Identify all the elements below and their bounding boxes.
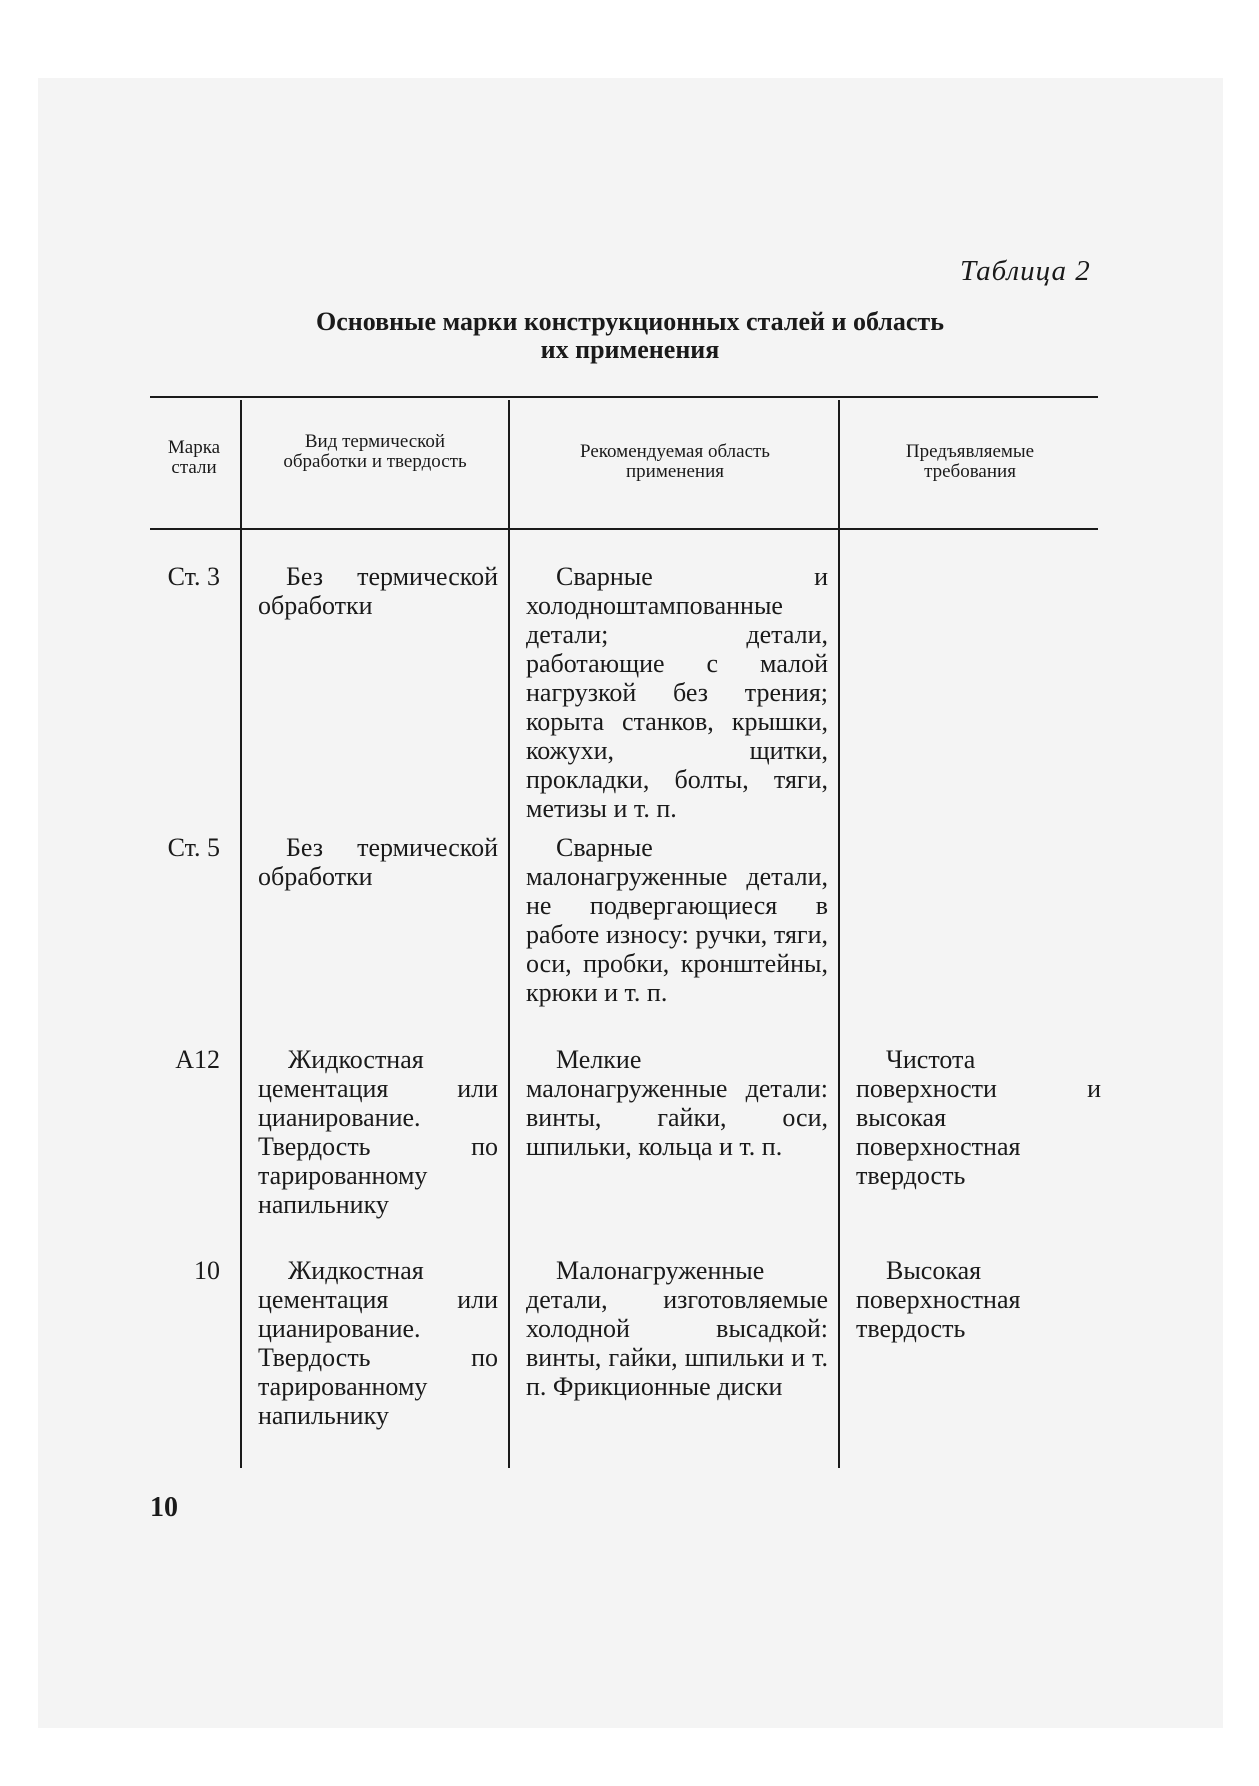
table-label: Таблица 2 bbox=[960, 255, 1091, 287]
row-4-requirements: Высокая поверхностная твердость bbox=[856, 1256, 1021, 1343]
table-top-rule bbox=[150, 396, 1098, 398]
row-3-treatment: Жидкостная цементация или цианирование. Твердость по тарированному напильнику bbox=[258, 1045, 498, 1219]
column-divider-2 bbox=[508, 400, 510, 1468]
header-bottom-rule bbox=[150, 528, 1098, 530]
row-3-requirements: Чистота поверхности и высокая поверхностная твердость bbox=[856, 1045, 1101, 1190]
column-divider-3 bbox=[838, 400, 840, 1468]
row-1-mark: Ст. 3 bbox=[167, 562, 220, 591]
row-4-treatment: Жидкостная цементация или цианирование. Твердость по тарированному напильнику bbox=[258, 1256, 498, 1430]
row-2-mark: Ст. 5 bbox=[167, 833, 220, 862]
row-4-application: Малонагруженные детали, изготовляемые холодной высадкой: винты, гайки, шпильки и т. п. Фрикционные диски bbox=[526, 1256, 828, 1401]
row-2-application: Сварные малонагруженные детали, не подвергающиеся в работе износу: ручки, тяги, оси, пробки, кронштейны, крюки и т. п. bbox=[526, 833, 828, 1007]
title-line-1: Основные марки конструкционных сталей и область bbox=[316, 307, 944, 336]
header-steel-grade: Марка стали bbox=[167, 437, 221, 478]
row-2-treatment: Без термической обработки bbox=[258, 833, 498, 891]
header-application: Рекомендуемая область применения bbox=[580, 441, 770, 482]
header-heat-treatment: Вид термической обработки и твердость bbox=[283, 431, 467, 472]
page-number: 10 bbox=[150, 1492, 178, 1523]
row-3-application: Мелкие малонагруженные детали: винты, гайки, оси, шпильки, кольца и т. п. bbox=[526, 1045, 828, 1161]
header-requirements: Предъявляемые требования bbox=[905, 441, 1035, 482]
row-4-mark: 10 bbox=[194, 1256, 220, 1285]
table-title bbox=[250, 308, 1010, 364]
title-line-2: их применения bbox=[540, 335, 720, 364]
row-3-mark: А12 bbox=[175, 1045, 220, 1074]
row-1-application: Сварные и холодноштампованные детали; детали, работающие с малой нагрузкой без трения; корыта станков, крышки, кожухи, щитки, прокладки, болты, тяги, метизы и т. п. bbox=[526, 562, 828, 823]
column-divider-1 bbox=[240, 400, 242, 1468]
row-1-treatment: Без термической обработки bbox=[258, 562, 498, 620]
